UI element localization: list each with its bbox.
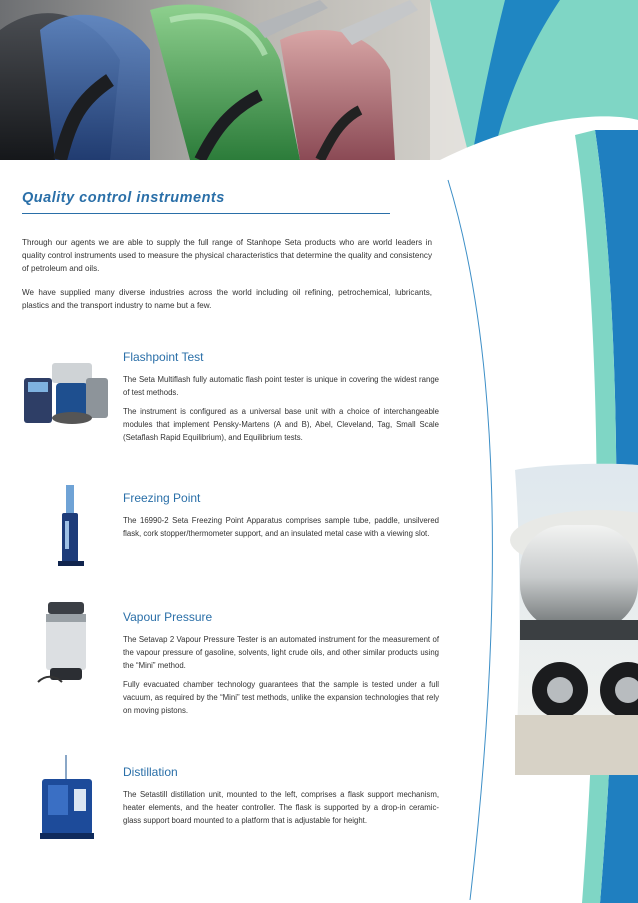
section-title-flashpoint: Flashpoint Test [123,350,204,364]
intro-paragraph-2: We have supplied many diverse industries across the world including oil refining, petrochemical, lubricants, plastics and the transport industry to name but a few. [22,288,432,311]
flashpoint-tester-image [24,358,114,428]
vapour-pressure-paragraph-2: Fully evacuated chamber technology guarantees that the sample is tested under a full vacuum, as required by the “Mini” test methods, unlike the expansion technologies that rely on moving pistons. [123,680,439,715]
title-underline [22,213,390,214]
section-vapour-pressure [0,610,460,740]
freezing-point-paragraph-1: The 16990-2 Seta Freezing Point Apparatus comprises sample tube, paddle, unsilvered flask, cork stopper/thermometer support, and an insulated metal case with a viewing slot. [123,516,439,538]
section-title-freezing-point: Freezing Point [123,491,201,505]
section-body-vapour-pressure [123,633,439,723]
distillation-paragraph-1: The Setastill distillation unit, mounted to the left, comprises a flask support mechanism, heater elements, and the heater controller. The flask is supported by a drop-in ceramic-glass support board mounted to a platform that is adjustable for height. [123,790,439,825]
section-flashpoint [0,350,460,460]
flashpoint-paragraph-1: The Seta Multiflash fully automatic flash point tester is unique in covering the widest range of test methods. [123,375,439,397]
intro-paragraph-1: Through our agents we are able to supply the full range of Stanhope Seta products who are world leaders in quality control instruments used to measure the physical characteristics that determine the quality and consistency of petroleum and oils. [22,238,432,274]
freezing-point-apparatus-image [52,485,92,567]
section-title-vapour-pressure: Vapour Pressure [123,610,213,624]
section-body-flashpoint [123,373,439,450]
section-body-distillation [123,788,439,833]
section-distillation [0,765,460,865]
section-body-freezing-point [123,514,439,546]
header-photo-fuel-nozzles [0,0,638,160]
section-freezing-point [0,491,460,581]
vapour-pressure-paragraph-1: The Setavap 2 Vapour Pressure Tester is an automated instrument for the measurement of the vapour pressure of gasoline, solvents, light crude oils, and other similar products using the “Mini” method. [123,635,439,670]
vapour-pressure-tester-image [36,602,96,688]
page-title: Quality control instruments [22,190,225,206]
flashpoint-paragraph-2: The instrument is configured as a universal base unit with a choice of interchangeable modules that implement Pensky-Martens (A and B), Abel, Cleveland, Tag, Small Scale (Setaflash Rapid Equilibrium), and Equilibrium tests. [123,407,439,442]
section-title-distillation: Distillation [123,765,178,779]
distillation-unit-image [36,755,102,841]
